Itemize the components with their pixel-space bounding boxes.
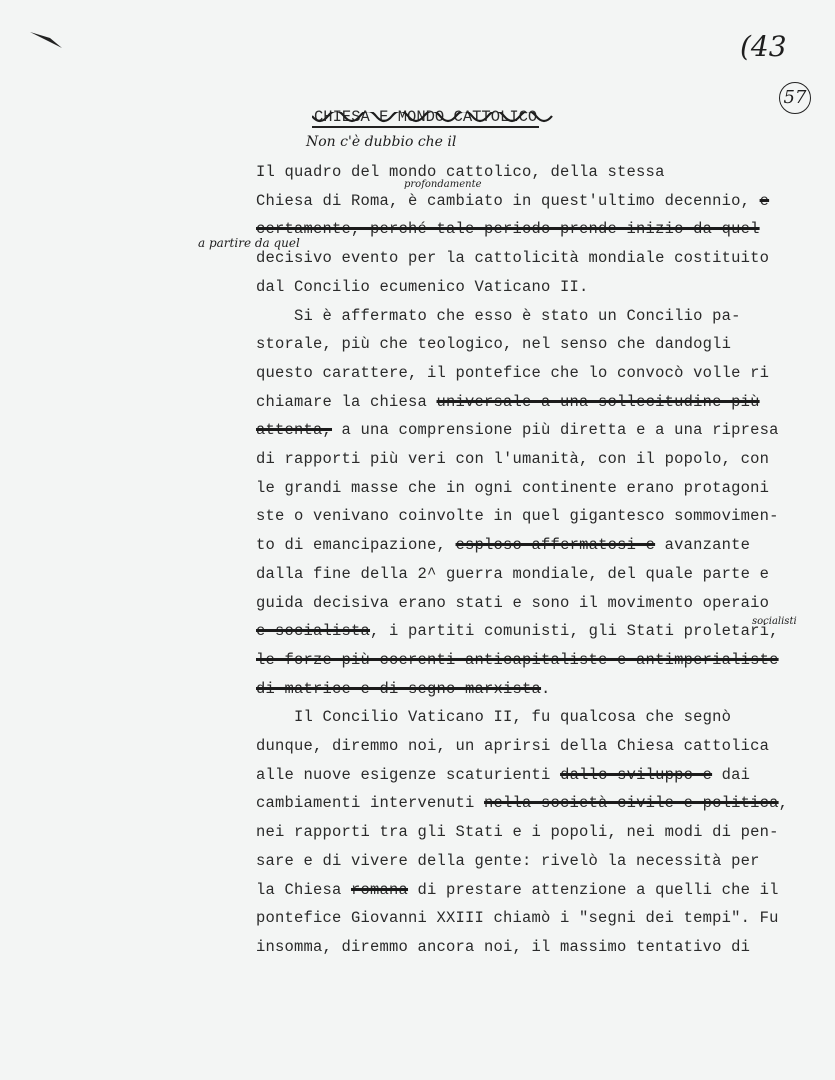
line-text: sare e di vivere della gente: rivelò la necessità per — [256, 851, 760, 870]
text-line — [256, 277, 589, 297]
struck-text: le forze più coerenti anticapitaliste e antimperialiste — [256, 650, 779, 669]
handwritten-insert-socialisti: socialisti — [752, 616, 797, 627]
text-line — [256, 420, 779, 440]
line-text: a una comprensione più diretta e a una ripresa — [332, 421, 779, 440]
text-line — [256, 363, 769, 383]
handwritten-insert-profondamente: profondamente — [404, 179, 482, 190]
line-text: guida decisiva erano stati e sono il movimento operaio — [256, 593, 770, 612]
line-text: chiamare la chiesa — [256, 392, 437, 411]
text-line — [256, 621, 779, 641]
line-text: la Chiesa — [256, 880, 352, 899]
title-scribble — [312, 112, 560, 126]
text-line — [256, 506, 779, 526]
text-line — [256, 908, 779, 928]
line-text: Il quadro del mondo cattolico, della stessa — [256, 163, 665, 181]
line-text: alle nuove esigenze scaturienti — [256, 765, 561, 784]
line-text: pontefice Giovanni XXIII chiamò i "segni dei tempi". Fu — [256, 909, 779, 928]
text-line — [256, 765, 750, 785]
struck-text: di matrice e di segno marxista — [256, 679, 542, 698]
text-line — [256, 306, 741, 326]
text-line — [256, 937, 750, 957]
line-text: dalla fine della 2^ guerra mondiale, del quale parte e — [256, 564, 770, 583]
circled-page-number-text: 57 — [783, 87, 807, 108]
line-text: , — [778, 794, 789, 813]
text-line — [256, 822, 779, 842]
circled-page-number — [779, 82, 811, 114]
text-line — [256, 650, 779, 670]
corner-mark — [28, 30, 68, 52]
text-line — [256, 449, 769, 469]
handwritten-title-note: Non c'è dubbio che il — [306, 134, 457, 150]
text-line — [256, 679, 551, 699]
line-text: , i partiti comunisti, gli Stati proletari, — [370, 622, 779, 641]
line-text: avanzante — [655, 536, 751, 555]
line-text: nei rapporti tra gli Stati e i popoli, nei modi di pen- — [256, 823, 779, 842]
text-line — [256, 191, 769, 211]
handwritten-margin-note: a partire da quel — [198, 236, 300, 250]
struck-text: certamente, perché tale periodo prende inizio da quel — [256, 220, 760, 239]
text-line — [256, 880, 779, 900]
struck-text: nella società civile e politica — [484, 794, 779, 813]
line-text: dal Concilio ecumenico Vaticano II. — [256, 277, 589, 296]
line-text: cambiamenti intervenuti — [256, 794, 485, 813]
line-text: insomma, diremmo ancora noi, il massimo tentativo di — [256, 937, 751, 956]
document-title: CHIESA E MONDO CATTOLICO — [314, 108, 538, 126]
line-text: storale, più che teologico, nel senso che dandogli — [256, 335, 732, 354]
line-text: ste o venivano coinvolte in quel gigantesco sommovimen- — [256, 507, 779, 526]
struck-text: e — [759, 191, 770, 210]
line-text: le grandi masse che in ogni continente erano protagoni — [256, 478, 770, 497]
line-text: Si è affermato che esso è stato un Concilio pa- — [256, 306, 741, 325]
line-text: dai — [712, 765, 751, 784]
struck-text: esploso affermatosi e — [455, 536, 656, 555]
page-number-note: (43 — [740, 30, 787, 63]
text-line — [256, 707, 731, 727]
struck-text: dallo sviluppo e — [560, 765, 713, 784]
line-text: to di emancipazione, — [256, 536, 456, 555]
text-line — [256, 851, 760, 871]
struck-text: romana — [351, 880, 409, 899]
text-line — [256, 334, 731, 354]
struck-text: e socialista — [256, 622, 371, 641]
text-line — [256, 793, 788, 813]
line-text: di prestare attenzione a quelli che il — [408, 880, 779, 899]
text-line — [256, 248, 769, 268]
line-text: questo carattere, il pontefice che lo convocò volle ri — [256, 363, 770, 382]
text-line — [256, 162, 665, 182]
text-line — [256, 392, 760, 412]
text-line — [256, 478, 769, 498]
line-text: . — [541, 679, 551, 698]
text-line — [256, 564, 769, 584]
text-line — [256, 535, 750, 555]
line-text: Chiesa di Roma, è cambiato in quest'ultimo decennio, — [256, 191, 760, 210]
line-text: Il Concilio Vaticano II, fu qualcosa che segnò — [256, 708, 732, 727]
line-text: decisivo evento per la cattolicità mondiale costituito — [256, 249, 770, 268]
line-text: di rapporti più veri con l'umanità, con il popolo, con — [256, 450, 770, 468]
text-line — [256, 736, 769, 756]
line-text: dunque, diremmo noi, un aprirsi della Chiesa cattolica — [256, 737, 770, 755]
text-line — [256, 219, 760, 239]
struck-text: attenta, — [256, 421, 333, 440]
struck-text: universale a una sollecitudine più — [436, 392, 760, 411]
text-line — [256, 593, 769, 613]
